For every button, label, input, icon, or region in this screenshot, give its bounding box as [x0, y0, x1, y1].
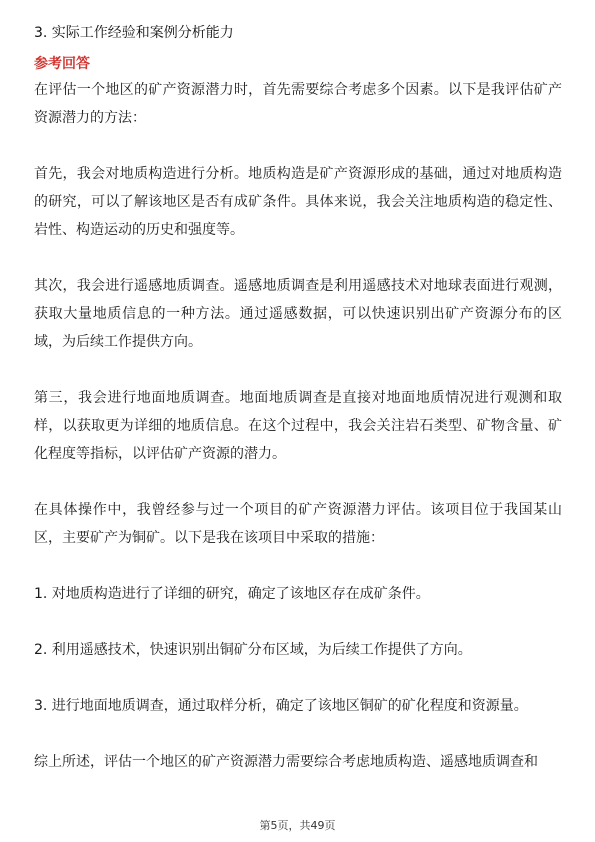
paragraph-geology: 首先，我会对地质构造进行分析。地质构造是矿产资源形成的基础，通过对地质构造的研究，可以了解该地区是否有成矿条件。具体来说，我会关注地质构造的稳定性、岩性、构造运动的历史和强度等。	[34, 166, 562, 238]
paragraph-ground-survey: 第三，我会进行地面地质调查。地面地质调查是直接对地面地质情况进行观测和取样，以获取更为详细的地质信息。在这个过程中，我会关注岩石类型、矿物含量、矿化程度等指标，以评估矿产资源的潜力。	[34, 390, 562, 462]
answer-label: 参考回答	[34, 56, 90, 72]
list-item-1: 1. 对地质构造进行了详细的研究，确定了该地区存在成矿条件。	[34, 586, 430, 602]
paragraph-remote-sensing: 其次，我会进行遥感地质调查。遥感地质调查是利用遥感技术对地球表面进行观测，获取大量地质信息的一种方法。通过遥感数据，可以快速识别出矿产资源分布的区域，为后续工作提供方向。	[34, 278, 562, 350]
page-content	[34, 22, 562, 776]
paragraph-gap	[34, 552, 562, 580]
paragraph-summary: 综上所述，评估一个地区的矿产资源潜力需要综合考虑地质构造、遥感地质调查和	[34, 754, 538, 770]
section-title: 3. 实际工作经验和案例分析能力	[34, 25, 234, 41]
paragraph-project: 在具体操作中，我曾经参与过一个项目的矿产资源潜力评估。该项目位于我国某山区，主要矿产为铜矿。以下是我在该项目中采取的措施：	[34, 502, 562, 546]
paragraph-gap	[34, 244, 562, 272]
list-item-3: 3. 进行地面地质调查，通过取样分析，确定了该地区铜矿的矿化程度和资源量。	[34, 698, 528, 714]
paragraph-gap	[34, 132, 562, 160]
paragraph-gap	[34, 356, 562, 384]
list-item-2: 2. 利用遥感技术，快速识别出铜矿分布区域，为后续工作提供了方向。	[34, 642, 472, 658]
paragraph-intro: 在评估一个地区的矿产资源潜力时，首先需要综合考虑多个因素。以下是我评估矿产资源潜力的方法：	[34, 82, 562, 126]
paragraph-gap	[34, 720, 562, 748]
page-number-footer: 第5页，共49页	[259, 819, 336, 832]
paragraph-gap	[34, 608, 562, 636]
paragraph-gap	[34, 468, 562, 496]
paragraph-gap	[34, 664, 562, 692]
